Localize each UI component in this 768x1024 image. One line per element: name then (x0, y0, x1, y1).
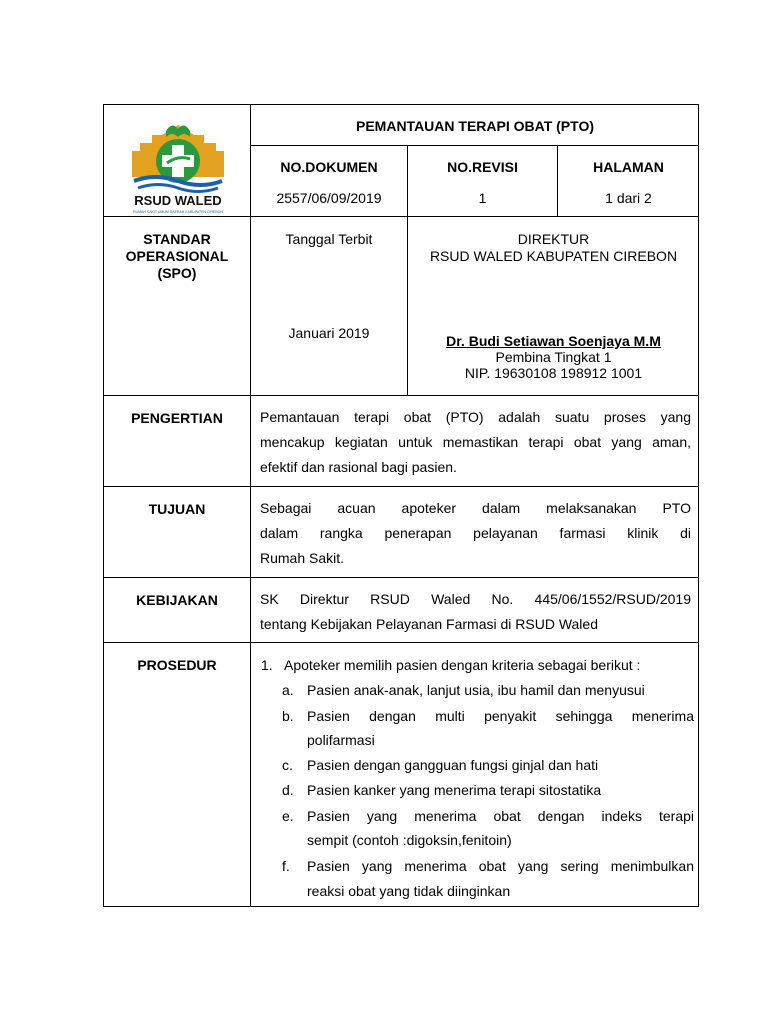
divider (250, 145, 699, 146)
revision-label: NO.REVISI (447, 159, 518, 175)
spo-label (104, 231, 250, 282)
spo-label-line: OPERASIONAL (125, 248, 229, 264)
list-item: polifarmasi (307, 732, 375, 748)
document-title: PEMANTAUAN TERAPI OBAT (PTO) (356, 118, 594, 134)
doc-number-label: NO.DOKUMEN (280, 159, 378, 175)
logo-subtext: RUMAH SAKIT UMUM DAERAH KABUPATEN CIREBON (133, 210, 223, 214)
text-line: Pemantauan terapi obat (PTO) adalah suatu proses yang (260, 409, 691, 425)
spo-document (103, 104, 699, 907)
text-line: Rumah Sakit. (260, 550, 345, 566)
spo-label-line: STANDAR (143, 231, 211, 247)
list-item: Pasien dengan gangguan fungsi ginjal dan hati (307, 757, 599, 773)
tanggal-terbit-value: Januari 2019 (288, 325, 370, 341)
tujuan-text (260, 496, 691, 571)
list-marker: d. (282, 782, 294, 798)
list-item: Pasien kanker yang menerima terapi sitostatika (307, 782, 602, 798)
list-item: Pasien yang menerima obat yang sering menimbulkan (307, 858, 694, 874)
prosedur-label: PROSEDUR (137, 657, 217, 673)
text-line: mencakup kegiatan untuk memastikan terapi obat yang aman, (260, 434, 691, 450)
list-marker: a. (282, 682, 294, 698)
list-marker: b. (282, 708, 294, 724)
divider (104, 577, 699, 578)
divider (104, 642, 699, 643)
list-marker: e. (282, 808, 294, 824)
list-item: Pasien dengan multi penyakit sehingga menerima (307, 708, 694, 724)
direktur-title: DIREKTUR (517, 231, 590, 247)
list-item: Apoteker memilih pasien dengan kriteria sebagai berikut : (284, 657, 641, 673)
kebijakan-text (260, 587, 691, 637)
revision-value: 1 (478, 190, 487, 206)
list-marker: c. (282, 757, 293, 773)
text-line: Sebagai acuan apoteker dalam melaksanakan PTO (260, 500, 691, 516)
list-marker: f. (282, 858, 290, 874)
signer-nip: NIP. 19630108 198912 1001 (464, 365, 643, 381)
doc-number-value: 2557/06/09/2019 (276, 190, 382, 206)
signer-name: Dr. Budi Setiawan Soenjaya M.M (446, 333, 661, 349)
divider (104, 395, 699, 396)
pengertian-text (260, 405, 691, 480)
list-item: Pasien yang menerima obat dengan indeks terapi (307, 808, 694, 824)
text-line: efektif dan rasional bagi pasien. (260, 459, 457, 475)
spo-label-line: (SPO) (157, 265, 197, 281)
tanggal-terbit-label: Tanggal Terbit (285, 231, 373, 247)
page-value: 1 dari 2 (605, 190, 652, 206)
list-number: 1. (261, 657, 273, 673)
divider (104, 216, 699, 217)
list-item: sempit (contoh :digoksin,fenitoin) (307, 832, 512, 848)
list-item: Pasien anak-anak, lanjut usia, ibu hamil dan menyusui (307, 682, 645, 698)
tujuan-label: TUJUAN (148, 501, 206, 517)
pengertian-label: PENGERTIAN (131, 410, 223, 426)
hospital-logo (120, 119, 236, 215)
text-line: SK Direktur RSUD Waled No. 445/06/1552/RSUD/2019 (260, 591, 691, 607)
text-line: dalam rangka penerapan pelayanan farmasi klinik di (260, 525, 691, 541)
list-item: reaksi obat yang tidak diinginkan (307, 883, 511, 899)
logo-text: RSUD WALED (134, 193, 222, 208)
text-line: tentang Kebijakan Pelayanan Farmasi di RSUD Waled (260, 616, 598, 632)
signer-rank: Pembina Tingkat 1 (495, 349, 612, 365)
kebijakan-label: KEBIJAKAN (136, 592, 218, 608)
page-label: HALAMAN (593, 159, 664, 175)
divider (104, 486, 699, 487)
direktur-org: RSUD WALED KABUPATEN CIREBON (429, 248, 678, 264)
divider (250, 105, 251, 907)
